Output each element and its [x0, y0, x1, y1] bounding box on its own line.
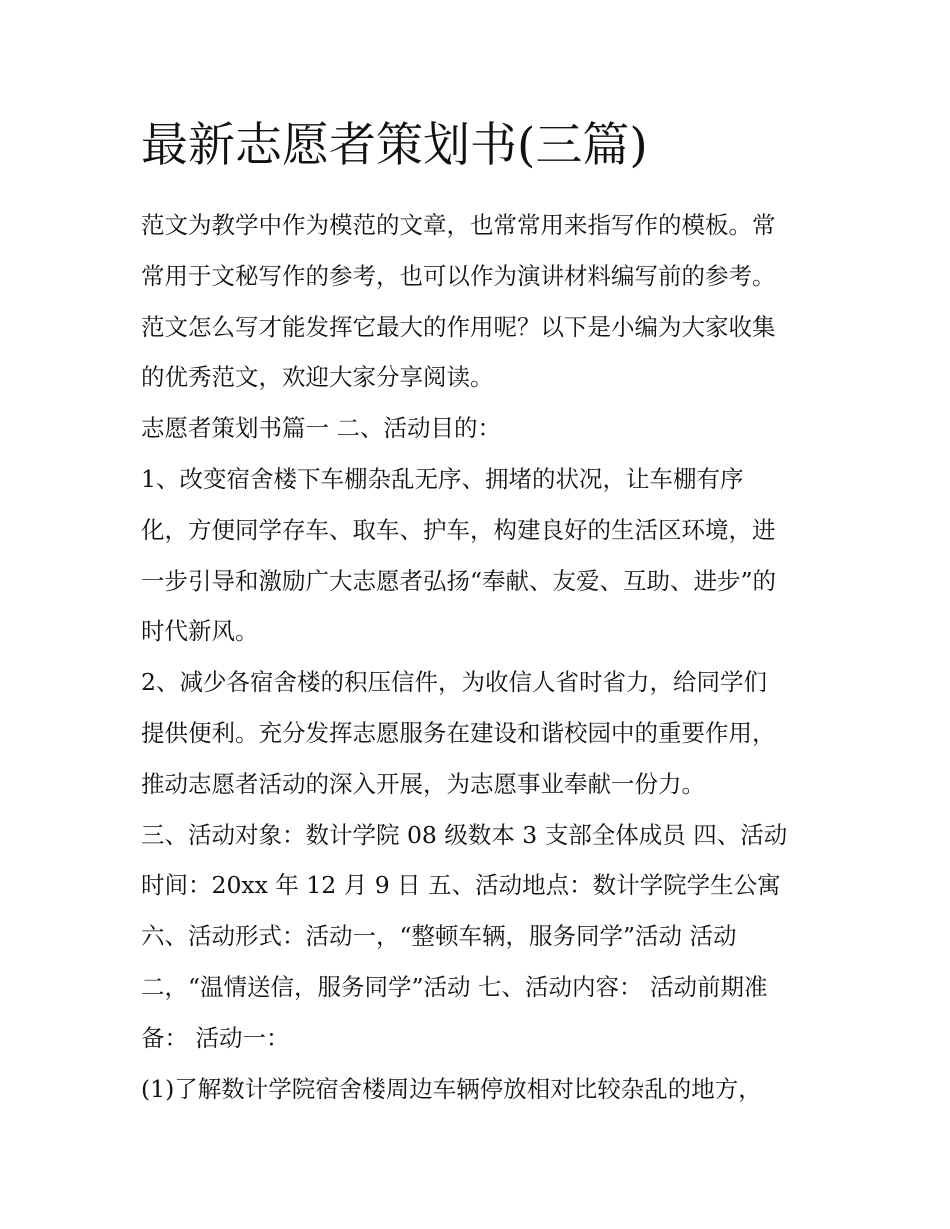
body-line-10: 2、减少各宿舍楼的积压信件，为收信人省时省力，给同学们 — [141, 668, 767, 697]
body-line-5: 志愿者策划书篇一 二、活动目的： — [141, 414, 501, 443]
body-line-13: 三、活动对象：数计学院 08 级数本 3 支部全体成员 四、活动 — [141, 820, 788, 849]
body-line-9: 时代新风。 — [141, 617, 259, 646]
body-line-14: 时间：20xx 年 12 月 9 日 五、活动地点：数计学院学生公寓 — [141, 871, 781, 900]
body-line-7: 化，方便同学存车、取车、护车，构建良好的生活区环境，进 — [141, 515, 776, 544]
body-line-6: 1、改变宿舍楼下车棚杂乱无序、拥堵的状况，让车棚有序 — [141, 464, 744, 493]
document-body — [141, 200, 821, 1114]
body-line-11: 提供便利。充分发挥志愿服务在建设和谐校园中的重要作用， — [141, 718, 776, 747]
body-line-17: 备： 活动一： — [141, 1023, 290, 1052]
body-line-16: 二，“温情送信，服务同学”活动 七、活动内容： 活动前期准 — [141, 972, 768, 1001]
body-line-2: 常用于文秘写作的参考，也可以作为演讲材料编写前的参考。 — [141, 261, 776, 290]
body-line-1: 范文为教学中作为模范的文章，也常常用来指写作的模板。常 — [141, 211, 776, 239]
body-line-12: 推动志愿者活动的深入开展，为志愿事业奉献一份力。 — [141, 769, 705, 798]
body-line-18: (1)了解数计学院宿舍楼周边车辆停放相对比较杂乱的地方， — [141, 1074, 762, 1103]
body-line-8: 一步引导和激励广大志愿者弘扬“奉献、友爱、互助、进步”的 — [141, 566, 777, 595]
document-title: 最新志愿者策划书(三篇) — [141, 118, 648, 173]
body-line-15: 六、活动形式：活动一，“整顿车辆，服务同学”活动 活动 — [141, 922, 737, 951]
body-line-4: 的优秀范文，欢迎大家分享阅读。 — [141, 363, 494, 392]
body-line-3: 范文怎么写才能发挥它最大的作用呢？以下是小编为大家收集 — [141, 312, 776, 341]
